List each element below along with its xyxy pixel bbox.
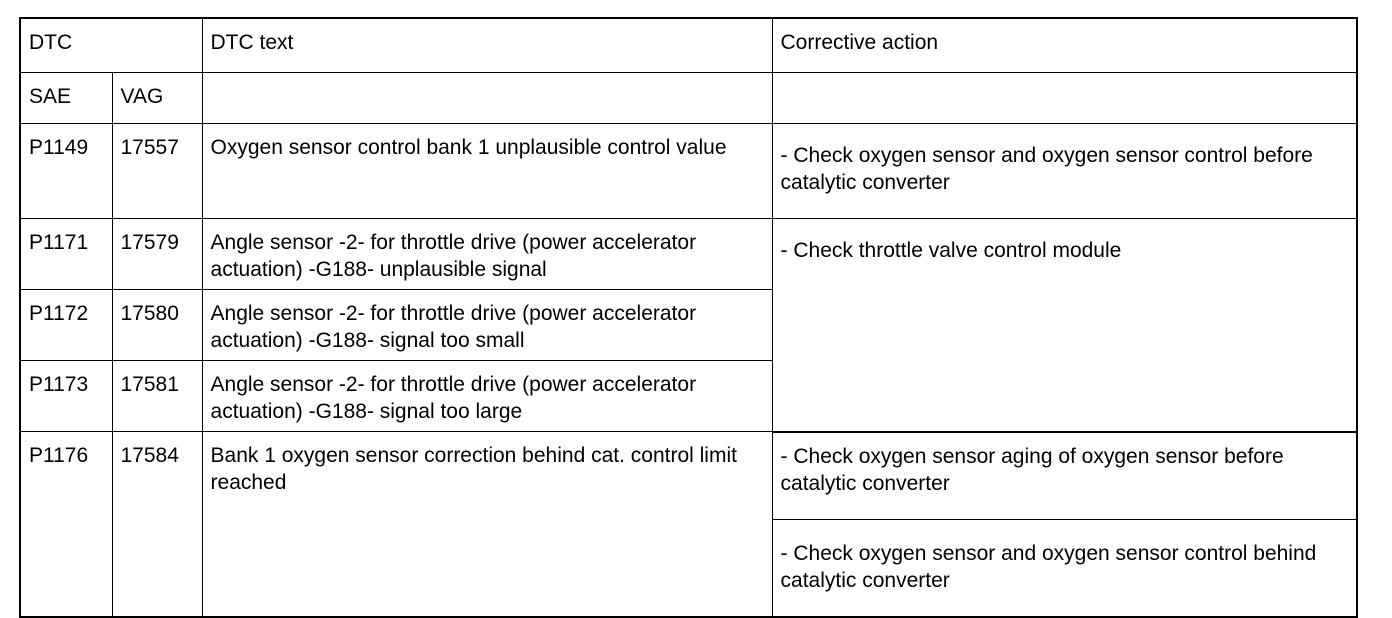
header-dtc: DTC: [20, 18, 202, 73]
cell-corrective-action: - Check oxygen sensor and oxygen sensor control before catalytic converter: [772, 124, 1357, 219]
table-row: [20, 432, 1357, 520]
table-row: [20, 124, 1357, 219]
subheader-vag: VAG: [112, 73, 202, 124]
cell-sae: P1172: [20, 290, 112, 361]
cell-vag: 17579: [112, 219, 202, 290]
cell-vag: 17580: [112, 290, 202, 361]
cell-vag: 17557: [112, 124, 202, 219]
cell-sae: P1173: [20, 361, 112, 432]
cell-sae: P1149: [20, 124, 112, 219]
cell-corrective-action: - Check throttle valve control module: [772, 219, 1357, 432]
dtc-table: [19, 17, 1358, 618]
cell-sae: P1171: [20, 219, 112, 290]
cell-dtc-text: Oxygen sensor control bank 1 unplausible control value: [202, 124, 772, 219]
header-dtc-text: DTC text: [202, 18, 772, 73]
cell-vag: 17581: [112, 361, 202, 432]
cell-dtc-text: Angle sensor -2- for throttle drive (power accelerator actuation) -G188- signal too large: [202, 361, 772, 432]
header-corrective-action: Corrective action: [772, 18, 1357, 73]
subheader-blank-text: [202, 73, 772, 124]
subheader-blank-action: [772, 73, 1357, 124]
cell-dtc-text: Angle sensor -2- for throttle drive (power accelerator actuation) -G188- signal too small: [202, 290, 772, 361]
subheader-sae: SAE: [20, 73, 112, 124]
cell-corrective-action: - Check oxygen sensor and oxygen sensor control behind catalytic converter: [772, 519, 1357, 617]
cell-dtc-text: Bank 1 oxygen sensor correction behind cat. control limit reached: [202, 432, 772, 617]
cell-sae: P1176: [20, 432, 112, 617]
cell-vag: 17584: [112, 432, 202, 617]
cell-corrective-action: - Check oxygen sensor aging of oxygen sensor before catalytic converter: [772, 432, 1357, 520]
cell-dtc-text: Angle sensor -2- for throttle drive (power accelerator actuation) -G188- unplausible signal: [202, 219, 772, 290]
table-row: [20, 219, 1357, 290]
